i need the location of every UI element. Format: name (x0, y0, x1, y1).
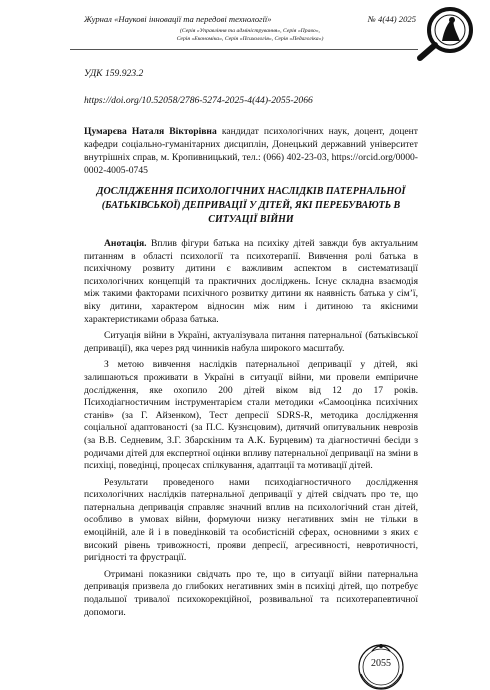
udc-code: УДК 159.923.2 (84, 68, 144, 79)
abstract-label: Анотація. (104, 238, 147, 249)
author-block (84, 125, 418, 177)
series-line-1: (Серія «Управління та адміністрування», Серія «Право», (180, 28, 320, 34)
abstract-paragraph: Отримані показники свідчать про те, що в ситуації війни патернальна депривація призвела до глибоких негативних змін в психіці дітей, що потребує подальшої тривалої психокорекційної, розвивальної та психотерапевтичної допомоги. (84, 568, 418, 618)
author-name: Цумарєва Наталя Вікторівна (84, 126, 217, 137)
header-rule (70, 49, 418, 50)
abstract-paragraph: З метою вивчення наслідків патернальної депривації у дітей, які залишаються проживати в Україні в ситуації війни, ми провели емпіричне дослідження, яке охопило 200 дітей віком від 12 до 17 років. Психодіагностичним інструментарієм стали методики «Самооцінка психічних станів» (за Г. Айзенком), Тест депресії SDRS-R, методика дослідження соціальної адаптованості (за П.С. Кузнєцовим), дитячий опитувальник неврозів (за В.В. Седневим, З.Г. Збарскіним та А.К. Бурцевим) та діагностичні бесіди з родичами дітей для експертної оцінки впливу патернальної депривації на зміни в психіці, поведінці, процесах спілкування, адаптації та мотивації дітей. (84, 359, 418, 472)
issue-number: № 4(44) 2025 (367, 14, 416, 24)
magnifier-logo-icon (414, 3, 478, 61)
author-details: кандидат психологічних наук, доцент, доцент кафедри соціально-гуманітарних дисциплін, Донецький державний університет внутрішніх справ, м. Кропивницький, тел.: (066) 402-23-03, https://orcid.org/0000-0002-4005-0745 (84, 126, 419, 176)
abstract-paragraph: Результати проведеного нами психодіагностичного дослідження психологічних наслідків патернальної депривації у дітей свідчать про те, що патернальна депривація справляє значний вплив на психологічний стан дітей, особливо в умовах війни, формуючи низку негативних змін не тільки в емоційній, але й і в поведінковій та особистісній сферах, основними з яких є високий рівень тривожності, прояви депресії, агресивності, невротичності, ригідності та фрустрації. (84, 476, 418, 564)
running-header (84, 14, 416, 43)
abstract-paragraph: Ситуація війни в Україні, актуалізувала питання патернальної (батьківської депривації), яка через ряд чинників набула широкого масштабу. (84, 330, 418, 354)
article-title: ДОСЛІДЖЕННЯ ПСИХОЛОГІЧНИХ НАСЛІДКІВ ПАТЕРНАЛЬНОЇ (БАТЬКІВСЬКОЇ) ДЕПРИВАЦІЇ У ДІТЕЙ, ЯКІ ПЕРЕБУВАЮТЬ В СИТУАЦІЇ ВІЙНИ (96, 186, 406, 225)
page-number: 2055 (371, 658, 391, 669)
abstract-paragraph: Анотація. Вплив фігури батька на психіку дітей завжди був актуальним питанням в області психології та психотерапії. Вивчення ролі батька в психічному розвиту дитини є важливим аспектом в систематизації психологічних концепцій та практичних досліджень. Існує складна взаємодія між такими факторами психічного розвитку дитини як наявність батька у сім’ї, віку дитини, характером відносин між ним і дитиною та якісними характеристиками образа батька. (84, 238, 418, 325)
header-title-row (84, 14, 416, 24)
abstract-body (84, 238, 418, 619)
doi-link[interactable]: https://doi.org/10.52058/2786-5274-2025-4(44)-2055-2066 (84, 95, 313, 106)
series-line-2: Серія «Економіка», Серія «Психологія», Серія «Педагогіка») (176, 36, 324, 42)
journal-title: Журнал «Наукові інновації та передові технології» (84, 14, 272, 24)
